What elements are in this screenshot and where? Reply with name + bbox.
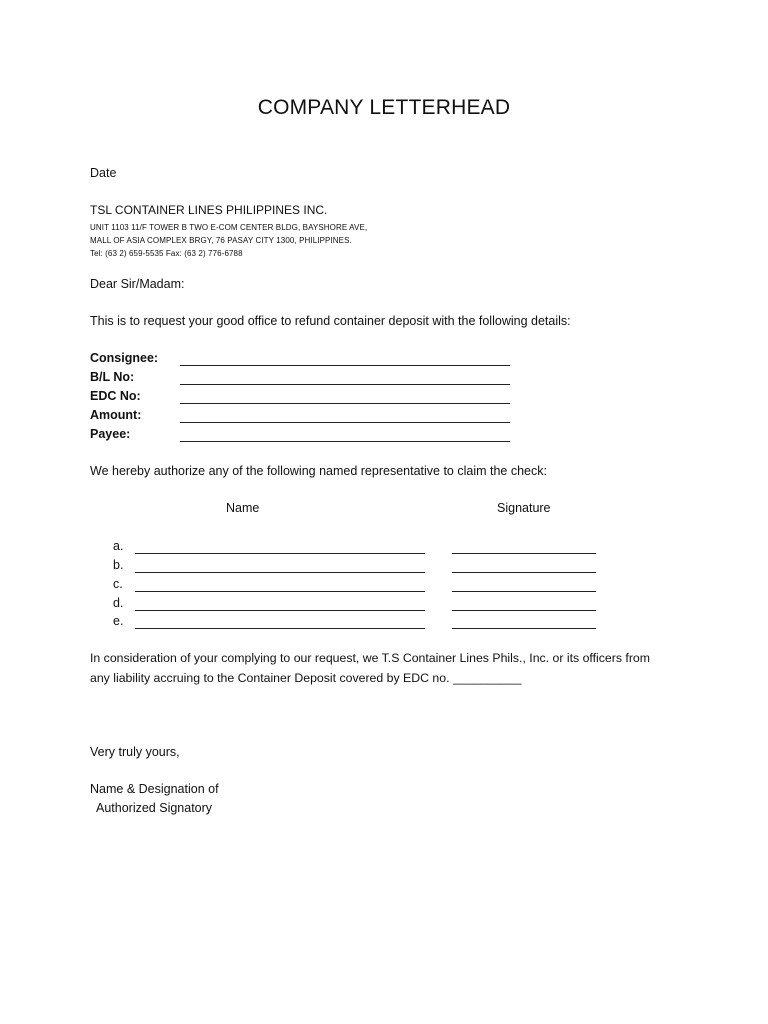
recipient-contact: Tel: (63 2) 659-5535 Fax: (63 2) 776-6788	[90, 249, 243, 258]
recipient-company: TSL CONTAINER LINES PHILIPPINES INC.	[90, 203, 328, 217]
detail-label-bl-no: B/L No:	[90, 370, 135, 384]
consideration-line-2: any liability accruing to the Container Deposit covered by EDC no. __________	[90, 671, 522, 685]
signatory-line-2: Authorized Signatory	[96, 801, 213, 815]
rep-signature-blank-e	[452, 628, 596, 629]
rep-name-blank-e	[135, 628, 425, 629]
consideration-line-1: In consideration of your complying to our request, we T.S Container Lines Phils., Inc. or its officers from	[90, 651, 651, 665]
detail-blank-bl-no	[180, 384, 510, 385]
detail-label-edc-no: EDC No:	[90, 389, 141, 403]
detail-blank-payee	[180, 441, 510, 442]
rep-row-marker-b: b.	[113, 558, 124, 572]
intro-paragraph: This is to request your good office to refund container deposit with the following details:	[90, 314, 571, 328]
rep-signature-header: Signature	[497, 501, 551, 515]
detail-blank-consignee	[180, 365, 510, 366]
rep-name-blank-a	[135, 553, 425, 554]
signatory-line-1: Name & Designation of	[90, 782, 219, 796]
date-label: Date	[90, 166, 117, 180]
rep-signature-blank-c	[452, 591, 596, 592]
closing-phrase: Very truly yours,	[90, 745, 180, 759]
rep-name-blank-b	[135, 572, 425, 573]
recipient-address-line1: UNIT 1103 11/F TOWER B TWO E-COM CENTER BLDG, BAYSHORE AVE,	[90, 223, 368, 232]
salutation: Dear Sir/Madam:	[90, 277, 185, 291]
rep-row-marker-c: c.	[113, 577, 123, 591]
rep-signature-blank-d	[452, 610, 596, 611]
detail-label-payee: Payee:	[90, 427, 131, 441]
detail-label-amount: Amount:	[90, 408, 142, 422]
detail-blank-edc-no	[180, 403, 510, 404]
rep-signature-blank-a	[452, 553, 596, 554]
recipient-address-line2: MALL OF ASIA COMPLEX BRGY, 76 PASAY CITY 1300, PHILIPPINES.	[90, 236, 352, 245]
detail-label-consignee: Consignee:	[90, 351, 159, 365]
rep-signature-blank-b	[452, 572, 596, 573]
letterhead-title: COMPANY LETTERHEAD	[257, 96, 511, 119]
rep-name-blank-d	[135, 610, 425, 611]
rep-row-marker-a: a.	[113, 539, 124, 553]
authorization-paragraph: We hereby authorize any of the following named representative to claim the check:	[90, 464, 547, 478]
rep-name-header: Name	[226, 501, 260, 515]
rep-row-marker-d: d.	[113, 596, 124, 610]
rep-name-blank-c	[135, 591, 425, 592]
detail-blank-amount	[180, 422, 510, 423]
rep-row-marker-e: e.	[113, 614, 124, 628]
